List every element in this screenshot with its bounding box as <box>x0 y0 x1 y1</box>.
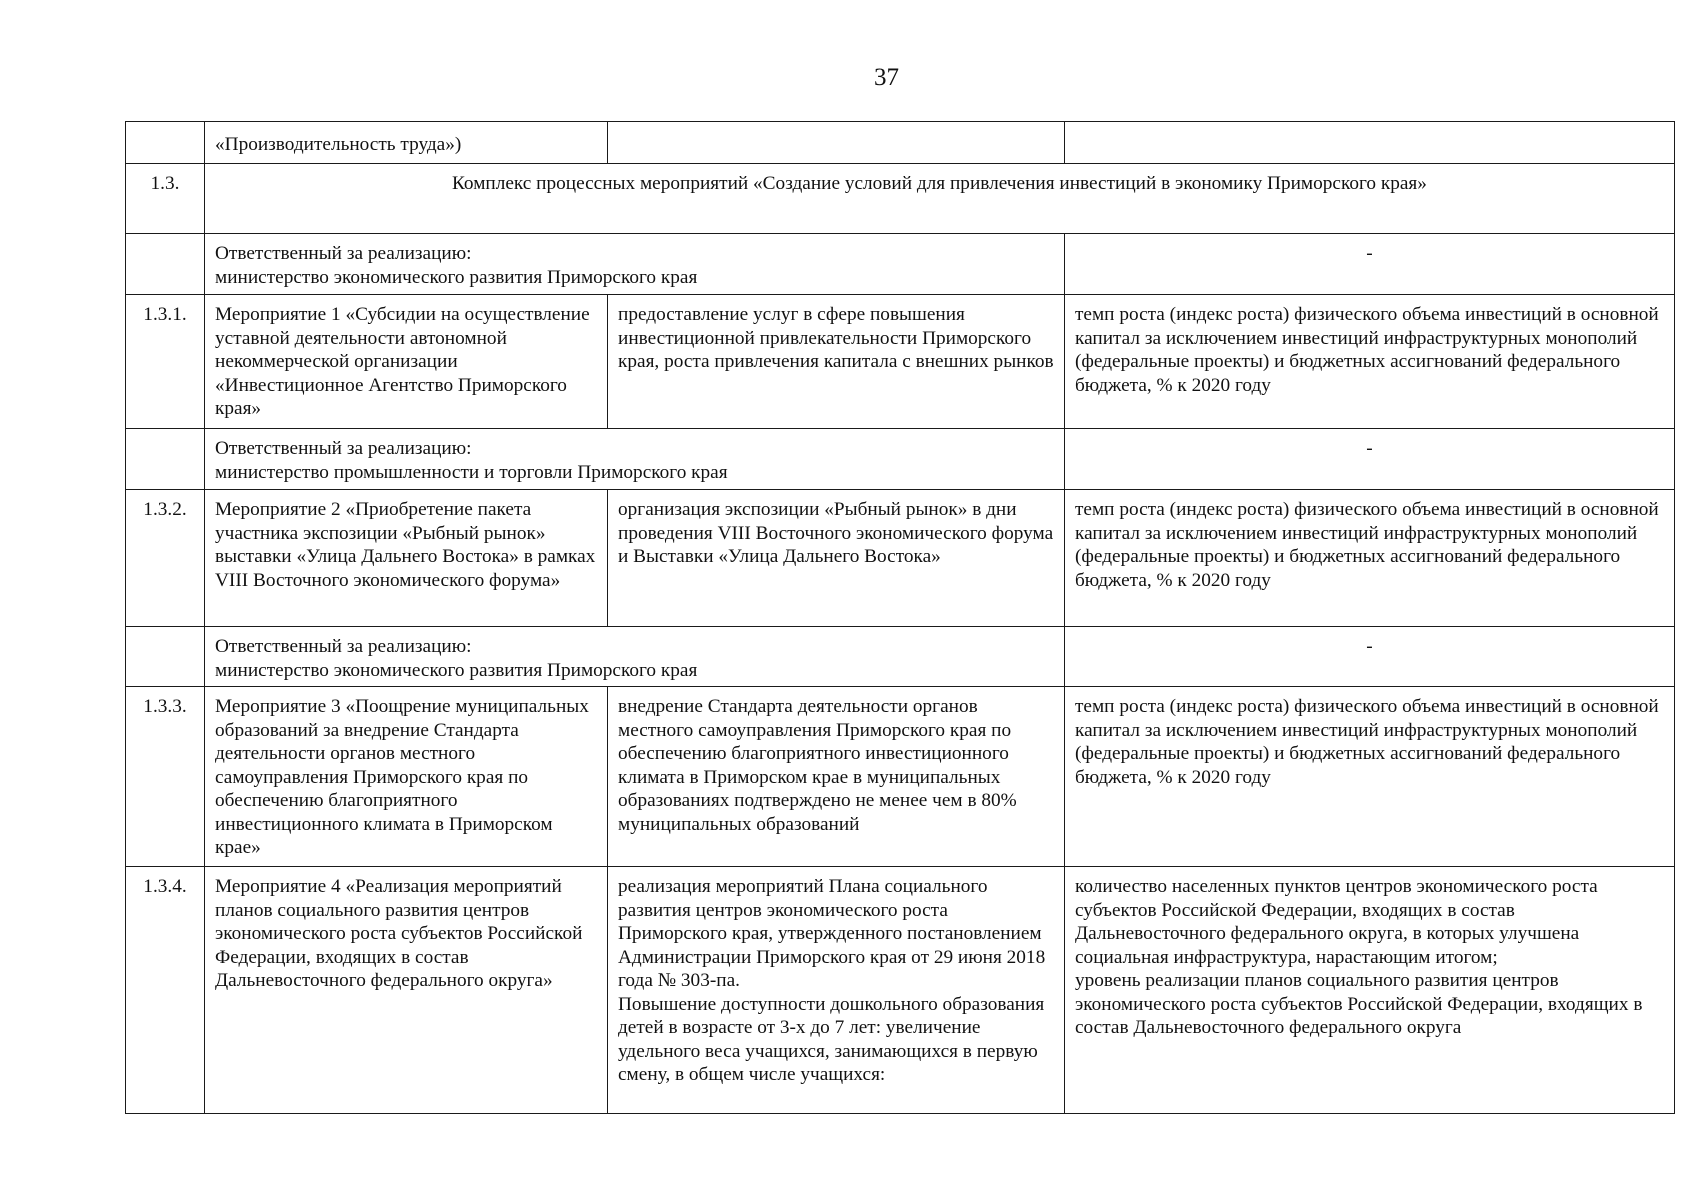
indicator-cell: темп роста (индекс роста) физического объема инвестиций в основной капитал за исключением инвестиций инфраструктурных монополий (федеральные проекты) и бюджетных ассигнований федерального бюджета, % к 2020 году <box>1065 687 1675 867</box>
result-cell: организация экспозиции «Рыбный рынок» в дни проведения VIII Восточного экономического форума и Выставки «Улица Дальнего Востока» <box>608 490 1065 627</box>
row-number-cell <box>126 122 205 164</box>
empty-number-cell <box>126 627 205 687</box>
table-row <box>126 867 1675 1114</box>
row-number-cell: 1.3.1. <box>126 295 205 429</box>
table-row <box>126 122 1675 164</box>
result-cell <box>608 122 1065 164</box>
event-name-cell: Мероприятие 1 «Субсидии на осуществление уставной деятельности автономной некоммерческой организации «Инвестиционное Агентство Приморского края» <box>205 295 608 429</box>
section-row <box>126 164 1675 234</box>
indicator-cell <box>1065 122 1675 164</box>
row-number-cell: 1.3.2. <box>126 490 205 627</box>
responsible-cell: Ответственный за реализацию: министерство экономического развития Приморского края <box>205 234 1065 295</box>
result-cell: реализация мероприятий Плана социального развития центров экономического роста Приморского края, утвержденного постановлением Администрации Приморского края от 29 июня 2018 года № 303-па. Повышение доступности дошкольного образования детей в возрасте от 3-х до 7 лет: увеличение удельного веса учащихся, занимающихся в первую смену, в общем числе учащихся: <box>608 867 1065 1114</box>
responsible-row <box>126 234 1675 295</box>
result-cell: внедрение Стандарта деятельности органов местного самоуправления Приморского края по обеспечению благоприятного инвестиционного климата в Приморском крае в муниципальных образованиях подтверждено не менее чем в 80% муниципальных образований <box>608 687 1065 867</box>
event-name-cell: Мероприятие 3 «Поощрение муниципальных образований за внедрение Стандарта деятельности органов местного самоуправления Приморского края по обеспечению благоприятного инвестиционного климата в Приморском крае» <box>205 687 608 867</box>
event-name-cell: Мероприятие 2 «Приобретение пакета участника экспозиции «Рыбный рынок» выставки «Улица Дальнего Востока» в рамках VIII Восточного экономического форума» <box>205 490 608 627</box>
section-title-cell: Комплекс процессных мероприятий «Создание условий для привлечения инвестиций в экономику Приморского края» <box>205 164 1675 234</box>
empty-number-cell <box>126 429 205 490</box>
table-row <box>126 295 1675 429</box>
indicator-cell: количество населенных пунктов центров экономического роста субъектов Российской Федерации, входящих в состав Дальневосточного федерального округа, в которых улучшена социальная инфраструктура, нарастающим итогом; уровень реализации планов социального развития центров экономического роста субъектов Российской Федерации, входящих в состав Дальневосточного федерального округа <box>1065 867 1675 1114</box>
indicator-cell: темп роста (индекс роста) физического объема инвестиций в основной капитал за исключением инвестиций инфраструктурных монополий (федеральные проекты) и бюджетных ассигнований федерального бюджета, % к 2020 году <box>1065 490 1675 627</box>
empty-number-cell <box>126 234 205 295</box>
event-name-cell: Мероприятие 4 «Реализация мероприятий планов социального развития центров экономического роста субъектов Российской Федерации, входящих в состав Дальневосточного федерального округа» <box>205 867 608 1114</box>
indicator-cell: темп роста (индекс роста) физического объема инвестиций в основной капитал за исключением инвестиций инфраструктурных монополий (федеральные проекты) и бюджетных ассигнований федерального бюджета, % к 2020 году <box>1065 295 1675 429</box>
responsible-row <box>126 627 1675 687</box>
dash-cell: - <box>1065 627 1675 687</box>
event-name-cell: «Производительность труда») <box>205 122 608 164</box>
page-number: 37 <box>874 64 899 91</box>
table-row <box>126 490 1675 627</box>
dash-cell: - <box>1065 429 1675 490</box>
table-row <box>126 687 1675 867</box>
responsible-row <box>126 429 1675 490</box>
responsible-cell: Ответственный за реализацию: министерство экономического развития Приморского края <box>205 627 1065 687</box>
result-cell: предоставление услуг в сфере повышения инвестиционной привлекательности Приморского края, роста привлечения капитала с внешних рынков <box>608 295 1065 429</box>
measures-table <box>125 121 1675 1114</box>
row-number-cell: 1.3.4. <box>126 867 205 1114</box>
responsible-cell: Ответственный за реализацию: министерство промышленности и торговли Приморского края <box>205 429 1065 490</box>
section-number-cell: 1.3. <box>126 164 205 234</box>
dash-cell: - <box>1065 234 1675 295</box>
row-number-cell: 1.3.3. <box>126 687 205 867</box>
